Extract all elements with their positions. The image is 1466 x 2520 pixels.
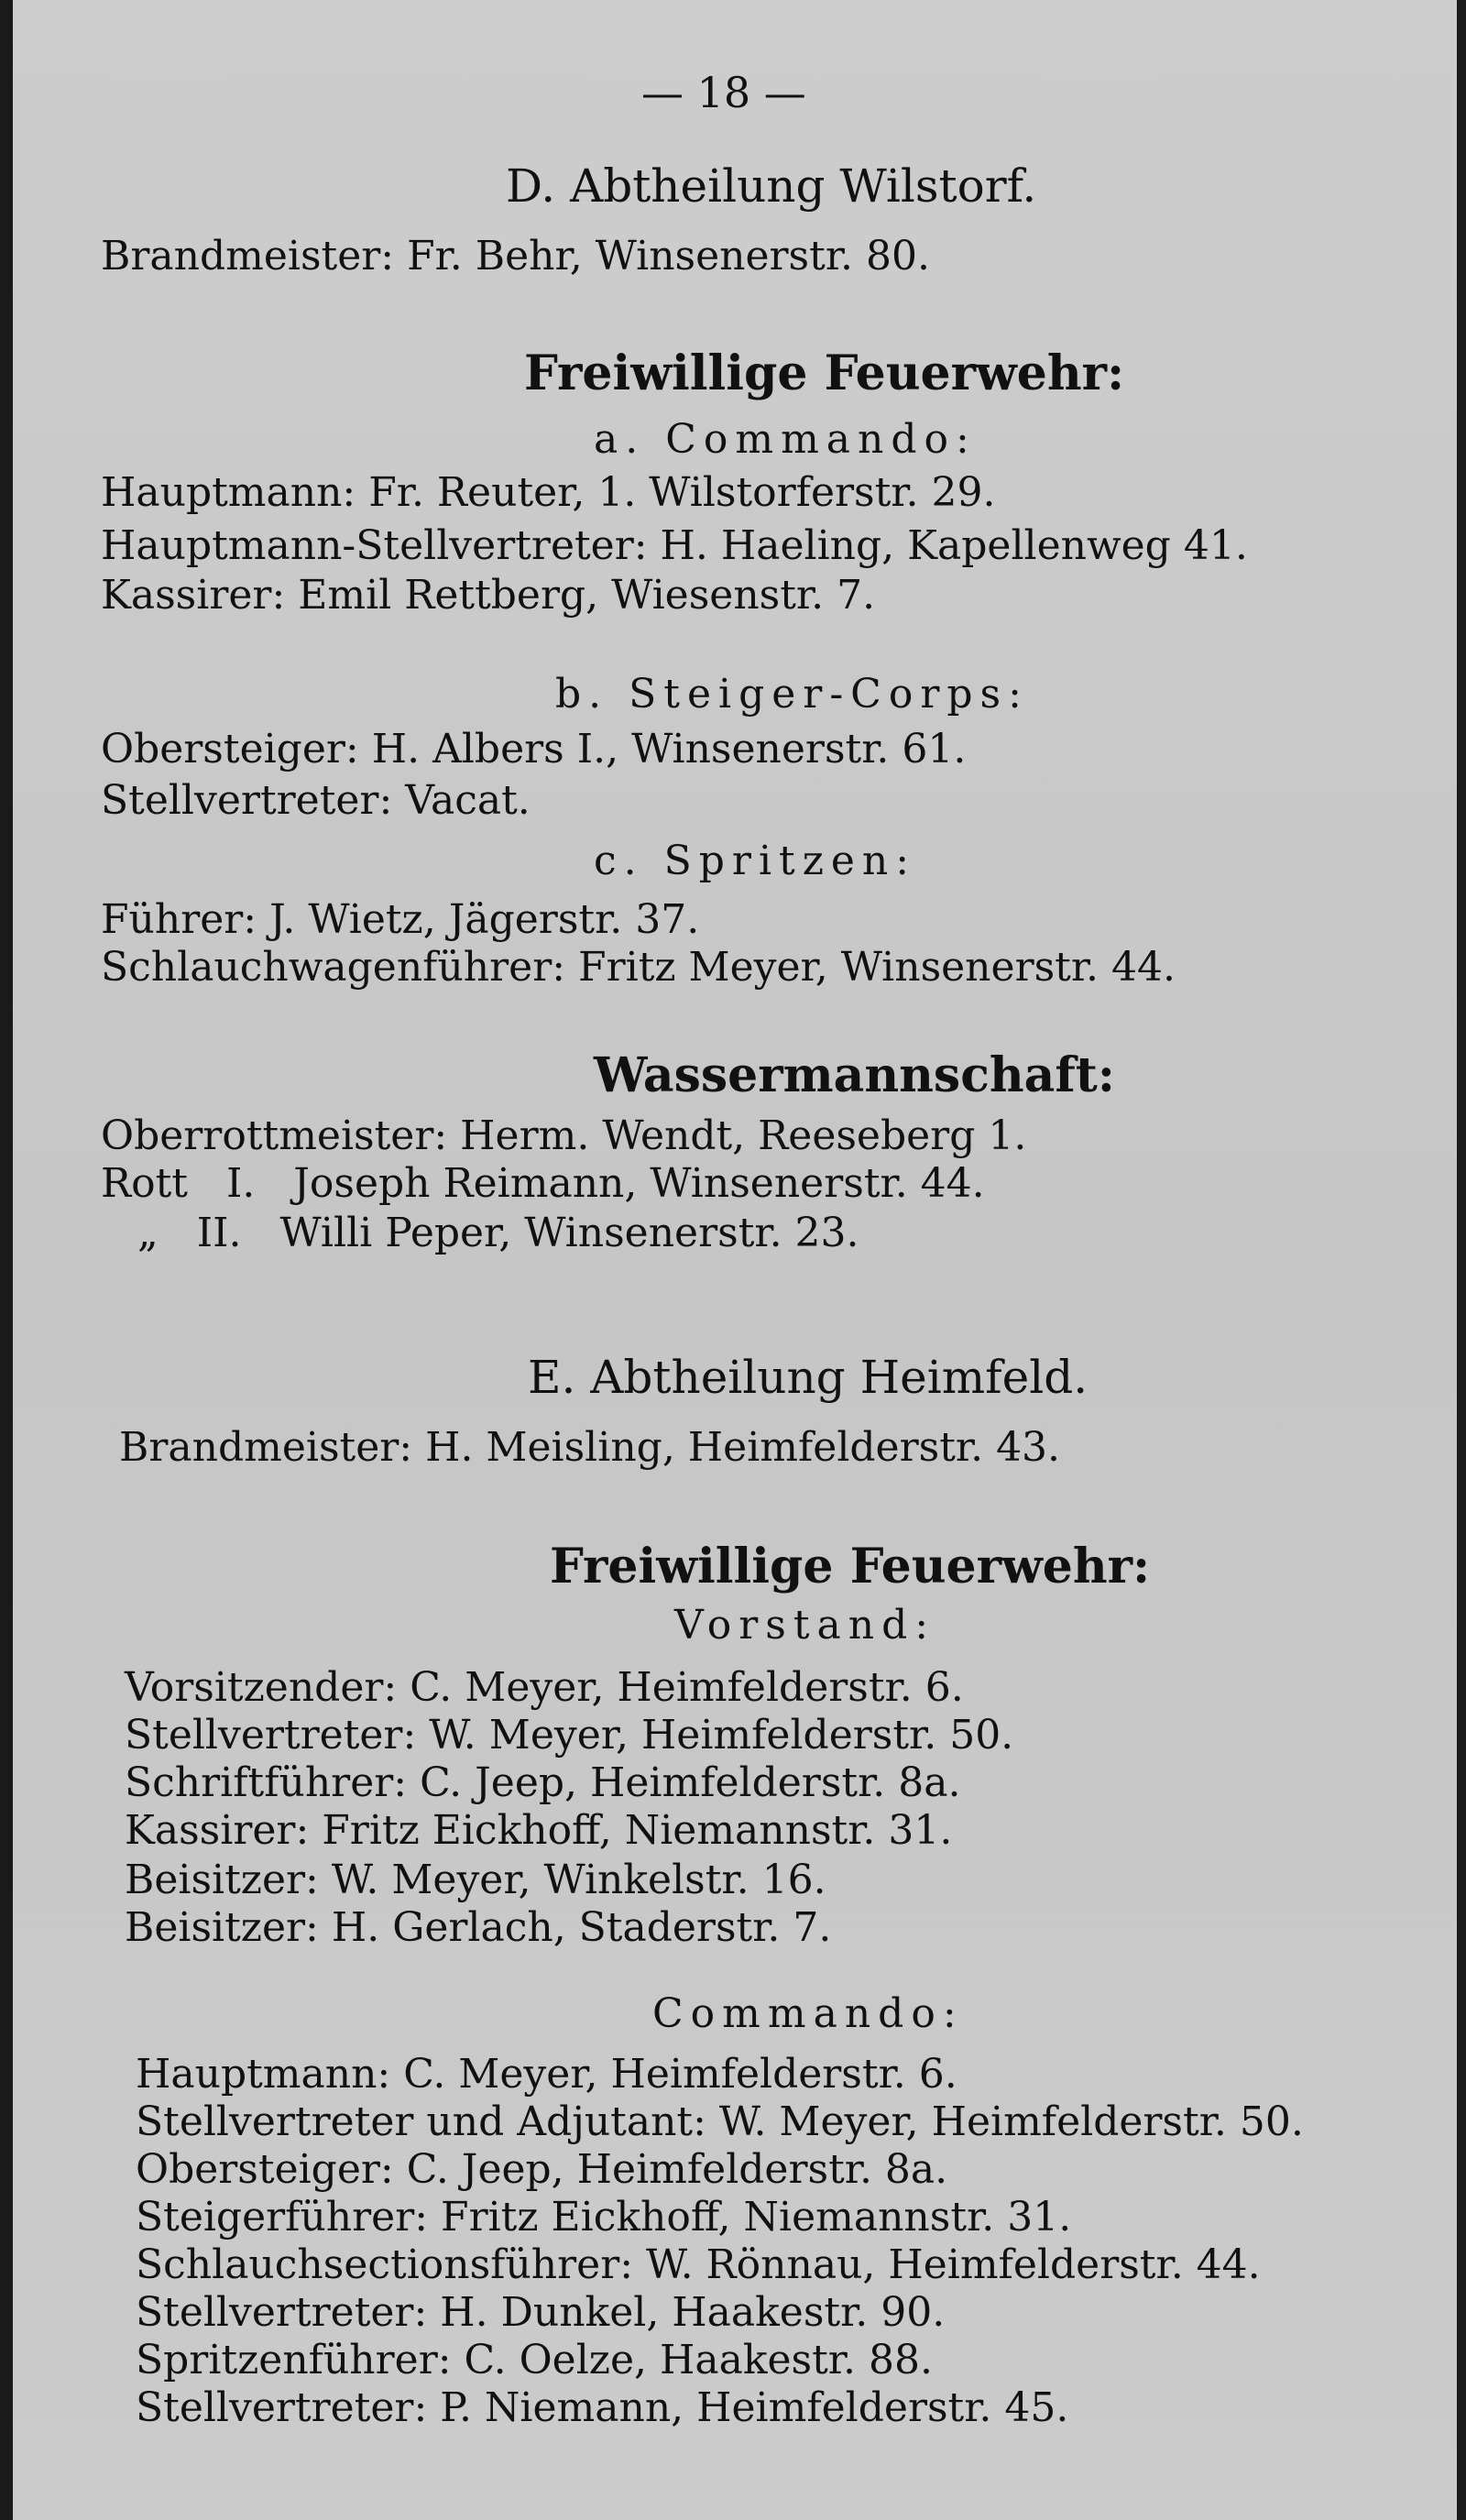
scan-edge-left: [0, 0, 13, 2520]
section-e-commando-line: Schlauchsectionsführer: W. Rönnau, Heimfelderstr. 44.: [136, 2241, 1261, 2288]
section-d-spritzen-heading: c. Spritzen:: [594, 838, 917, 884]
section-d-brandmeister: Brandmeister: Fr. Behr, Winsenerstr. 80.: [101, 233, 930, 279]
section-e-vorstand-line: Beisitzer: H. Gerlach, Staderstr. 7.: [125, 1904, 832, 1951]
section-d-steiger-line: Obersteiger: H. Albers I., Winsenerstr. 61.: [101, 726, 967, 772]
section-d-commando-line: Hauptmann: Fr. Reuter, 1. Wilstorferstr. 29.: [101, 469, 996, 516]
section-e-commando-line: Stellvertreter: H. Dunkel, Haakestr. 90.: [136, 2289, 946, 2336]
page-number: — 18 —: [641, 68, 806, 117]
section-d-title: D. Abtheilung Wilstorf.: [506, 159, 1037, 213]
section-e-vorstand-line: Schriftführer: C. Jeep, Heimfelderstr. 8a.: [125, 1759, 961, 1806]
section-e-commando-line: Obersteiger: C. Jeep, Heimfelderstr. 8a.: [136, 2146, 948, 2193]
section-d-commando-line: Kassirer: Emil Rettberg, Wiesenstr. 7.: [101, 572, 876, 619]
section-e-commando-line: Steigerführer: Fritz Eickhoff, Niemannstr. 31.: [136, 2194, 1072, 2241]
section-d-wasser-heading: Wassermannschaft:: [594, 1047, 1115, 1103]
section-e-title: E. Abtheilung Heimfeld.: [528, 1351, 1089, 1404]
section-d-spritzen-line: Führer: J. Wietz, Jägerstr. 37.: [101, 896, 700, 943]
section-e-ffw-heading: Freiwillige Feuerwehr:: [550, 1539, 1151, 1594]
section-e-vorstand-line: Kassirer: Fritz Eickhoff, Niemannstr. 31.: [125, 1807, 953, 1854]
section-d-commando-heading: a. Commando:: [594, 416, 977, 463]
section-d-steiger-line: Stellvertreter: Vacat.: [101, 777, 531, 824]
section-d-commando-line: Hauptmann-Stellvertreter: H. Haeling, Kapellenweg 41.: [101, 522, 1248, 569]
section-d-wasser-line: „ II. Willi Peper, Winsenerstr. 23.: [137, 1210, 859, 1256]
section-e-vorstand-line: Stellvertreter: W. Meyer, Heimfelderstr. 50.: [125, 1712, 1014, 1759]
section-e-commando-line: Spritzenführer: C. Oelze, Haakestr. 88.: [136, 2337, 933, 2383]
section-d-steiger-heading: b. Steiger-Corps:: [555, 671, 1029, 718]
scan-edge-right: [1457, 0, 1466, 2520]
section-d-wasser-line: Rott I. Joseph Reimann, Winsenerstr. 44.: [101, 1160, 985, 1207]
section-e-brandmeister: Brandmeister: H. Meisling, Heimfelderstr. 43.: [119, 1424, 1061, 1471]
section-e-commando-heading: Commando:: [652, 1990, 964, 2037]
section-d-ffw-heading: Freiwillige Feuerwehr:: [524, 345, 1125, 401]
section-e-vorstand-line: Beisitzer: W. Meyer, Winkelstr. 16.: [125, 1857, 826, 1903]
section-e-commando-line: Hauptmann: C. Meyer, Heimfelderstr. 6.: [136, 2051, 957, 2098]
section-d-spritzen-line: Schlauchwagenführer: Fritz Meyer, Winsenerstr. 44.: [101, 944, 1176, 991]
section-e-commando-line: Stellvertreter: P. Niemann, Heimfelderstr. 45.: [136, 2384, 1069, 2431]
section-e-commando-line: Stellvertreter und Adjutant: W. Meyer, Heimfelderstr. 50.: [136, 2098, 1304, 2145]
section-d-wasser-line: Oberrottmeister: Herm. Wendt, Reeseberg 1.: [101, 1112, 1027, 1159]
section-e-vorstand-heading: Vorstand:: [674, 1602, 936, 1649]
section-e-vorstand-line: Vorsitzender: C. Meyer, Heimfelderstr. 6.: [125, 1664, 964, 1711]
